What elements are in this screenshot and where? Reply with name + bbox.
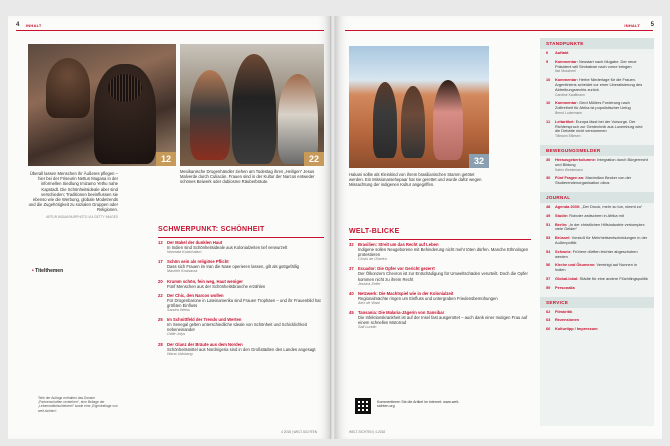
toc-page: 25 xyxy=(158,317,163,323)
header-rule xyxy=(16,30,324,31)
sidebar-page: 10 xyxy=(546,100,551,106)
sidebar-item[interactable] xyxy=(540,203,654,212)
sidebar-page: 10 xyxy=(546,77,551,83)
toc-item[interactable] xyxy=(158,293,324,313)
toc-item[interactable] xyxy=(158,342,324,357)
header-label: INHALT xyxy=(624,23,640,28)
sidebar-page: 54 xyxy=(546,248,551,254)
sidebar-author: Ilse Mussheel xyxy=(555,69,576,74)
qr-text: Kommentieren Sie die Artikel im Internet: www.welt-sichten.org xyxy=(377,400,460,409)
sidebar-text: Gerd Müllers Forderung nach Zollfreiheit für Afrika ist populistischer Unfug xyxy=(555,100,631,111)
sidebar-item[interactable] xyxy=(540,118,654,141)
toc-item[interactable] xyxy=(158,317,324,337)
toc-title: Ecuador: Die Opfer vor Gericht gezerrt xyxy=(358,266,435,272)
section-title-weltblicke: WELT-BLICKE xyxy=(349,228,400,235)
sidebar-text: Vorstoß für Mehrheitsentscheidungen in der Außenpolitik xyxy=(555,235,648,245)
sidebar-item[interactable] xyxy=(540,261,654,275)
sidebar-item[interactable] xyxy=(540,76,654,99)
magazine-spread xyxy=(8,16,662,439)
sidebar-text: Frühere dürften leichter abgeschoben werden xyxy=(555,248,638,259)
sidebar-heading-bewegungsmelder: BEWEGUNGSMELDER xyxy=(540,145,654,156)
toc-page: 22 xyxy=(158,292,163,298)
sidebar-page: 62 xyxy=(546,308,551,314)
toc-desc: Schönheitsmittel aus Nordnigeria sind in den Großstädten des Landes angesagt xyxy=(167,346,316,352)
sidebar-heading-service: SERVICE xyxy=(540,297,654,308)
toc-author: Marzieh Kowsarza xyxy=(167,269,198,274)
sidebar-item[interactable] xyxy=(540,308,654,317)
section-title-schwerpunkt: SCHWERPUNKT: SCHÖNHEIT xyxy=(158,226,265,233)
sidebar-item[interactable] xyxy=(540,58,654,76)
toc-desc: Im Senegal gelten unterschiedliche Ideale von Schönheit und Schicklichkeit nebeneinander xyxy=(167,322,307,333)
sidebar-page: 49 xyxy=(546,212,551,218)
sidebar-page: 30 xyxy=(546,175,551,181)
toc-item[interactable] xyxy=(349,266,531,286)
titelthemen-label xyxy=(32,268,63,274)
header-rule xyxy=(345,30,653,31)
sidebar-page: 9 xyxy=(546,58,549,64)
toc-author: Jessica Zeller xyxy=(358,281,381,286)
toc-title: Schön sein als religiöse Pflicht xyxy=(167,259,229,265)
side-note: Teile der Auflage enthalten das Dossier „Partnerschaften verstehen“, eine Beilage der „Lebensmittelschieberei“ sowie eine „Eigenbeilage von welt-sichten“. xyxy=(38,396,118,413)
page-footer: 4 2018 | WELT-SICHTEN xyxy=(281,430,317,434)
page-tag: 32 xyxy=(469,154,489,168)
sidebar-label: Agenda 2030: xyxy=(555,203,581,209)
sidebar-author: Katrin Weidemann xyxy=(555,167,583,172)
sidebar-heading-journal: JOURNAL xyxy=(540,192,654,203)
sidebar-heading-standpunkte: STANDPUNKTE xyxy=(540,38,654,49)
toc-title: Der Glanz der Bräute aus dem Norden xyxy=(167,341,243,347)
page-number: 5 xyxy=(650,22,654,28)
toc-desc: Indigene sollen Neugeborene mit Behinderung nicht mehr töten dürfen. Manche Ethnologen protestieren xyxy=(358,247,529,258)
sidebar-item[interactable] xyxy=(540,325,654,334)
toc-page: 20 xyxy=(158,278,163,284)
sidebar-label: Global-lokal: xyxy=(555,275,579,281)
sidebar-label: Kulturtipp / Impressum xyxy=(555,326,598,332)
sidebar-author: Bernd Lodermann xyxy=(555,110,583,115)
toc-page: 40 xyxy=(349,290,354,296)
sidebar-page: 63 xyxy=(546,317,551,323)
sidebar-text: Städte für eine andere Flüchtlingspolitik xyxy=(579,275,648,281)
photo-caption xyxy=(28,171,118,220)
toc-item[interactable] xyxy=(349,310,531,330)
sidebar-page: 57 xyxy=(546,275,551,281)
sidebar-item[interactable] xyxy=(540,248,654,262)
sidebar-item[interactable] xyxy=(540,156,654,174)
weltblicke-list xyxy=(349,242,531,334)
sidebar-page: 11 xyxy=(546,118,551,124)
toc-author: Safi Lundin xyxy=(358,325,377,330)
sidebar-text: Integration durch Bürgerrecht und Bildung xyxy=(555,156,648,167)
page-tag: 12 xyxy=(156,152,176,166)
page-number: 4 xyxy=(16,22,20,28)
sidebar-label: Fünf Fragen an: xyxy=(555,175,585,181)
sidebar-label: Rezensionen xyxy=(555,317,579,323)
sidebar-text: Roboter zwitschern in Afrika mit xyxy=(569,212,624,218)
photo-narcos xyxy=(180,44,324,166)
sidebar-page: 66 xyxy=(546,326,551,332)
photo-credit: ARTUR WIDAK/NURPHOTO VIA GETTY IMAGES xyxy=(46,214,118,219)
titelthemen-text: Titelthemen xyxy=(35,268,64,274)
sidebar-text: „In der christlichen Hilfsindustrie verkomplex viele Gelder“ xyxy=(555,221,645,232)
sidebar xyxy=(540,38,654,426)
toc-page: 32 xyxy=(349,242,354,247)
sidebar-item[interactable] xyxy=(540,221,654,235)
toc-page: 12 xyxy=(158,240,163,245)
right-page xyxy=(335,16,662,439)
sidebar-page: 48 xyxy=(546,203,551,209)
sidebar-text: Maximilian Becker von der Studierendenorganisation oikos xyxy=(555,175,632,186)
sidebar-label: Herausgeberkolumne: xyxy=(555,156,597,162)
sidebar-text: Herbe Niederlage für die Frauen. Argentiniens scheidet vor einer Liberalisierung des Abtreibungsrechts zurück xyxy=(555,77,643,92)
toc-desc: Für Drogenbarone in Lateinamerika sind Frauen Trophäen – und ihr Frauenbild hat größten Einfluss xyxy=(167,297,321,308)
toc-desc: Fünf Menschen aus der Schönheitsbranche erzählen xyxy=(167,283,266,289)
toc-author: Clovis de Oliveira xyxy=(358,257,387,262)
toc-author: Wana Udobang xyxy=(167,351,193,356)
toc-title: Im Schnittfeld der Trends und Werten xyxy=(167,317,242,323)
sidebar-label: Kommentar: xyxy=(555,100,578,106)
toc-title: Krumm schön, fein weg, Haut weniger xyxy=(167,278,243,284)
sidebar-label: Kommentar: xyxy=(555,58,578,64)
sidebar-page: 30 xyxy=(546,156,551,162)
sidebar-label: Personalia xyxy=(555,284,575,290)
section-rule xyxy=(349,239,531,240)
sidebar-label: Schweiz: xyxy=(555,248,572,254)
toc-title: Netzwerk: Die Machtspiel wie in der Kolonialzeit xyxy=(358,290,454,296)
section-rule xyxy=(158,237,324,238)
toc-desc: Die Infektionskrankheit ist auf der Insel fast ausgerottet – auch dank einer mutigen Frau auf einem schnellen Motorrad xyxy=(358,315,528,326)
photo-caption: Hakani sollte als Kleinkind von ihrem brasilianischen Stamm getötet werden. Ein Missionarsehepaar hat sie gerettet und wurde dafür wegen Missachtung der indigenen Kultur angegriffen. xyxy=(349,172,482,188)
photo-hakani xyxy=(349,46,489,168)
toc-author: Alex de Waal xyxy=(358,300,380,305)
toc-page: 37 xyxy=(349,266,354,272)
sidebar-label: Studie: xyxy=(555,212,569,218)
toc-page: 17 xyxy=(158,259,163,265)
sidebar-text: Vereinigt auf Nonnen in Indien xyxy=(555,262,637,273)
toc-title: Tansania: Die Malaria-Jägerin von Sansibar xyxy=(358,310,445,316)
toc-page: 28 xyxy=(158,341,163,347)
toc-author: Odile Jolys xyxy=(167,332,186,337)
sidebar-item[interactable] xyxy=(540,174,654,188)
sidebar-label: Berlin: xyxy=(555,221,568,227)
toc-desc: Dass sich Frauen im Iran die Nase operieren lassen, gilt als gottgefällig xyxy=(167,264,299,270)
toc-item[interactable] xyxy=(158,240,324,255)
toc-item[interactable] xyxy=(349,242,531,262)
qr-code-icon[interactable] xyxy=(355,398,371,414)
sidebar-item[interactable] xyxy=(540,99,654,117)
left-page xyxy=(8,16,331,439)
toc-item[interactable] xyxy=(349,291,531,306)
toc-title: Brasilien: Streit um das Recht auf Leben xyxy=(358,242,439,247)
page-tag: 22 xyxy=(304,152,324,166)
sidebar-page: 6 xyxy=(546,50,549,55)
sidebar-label: Leitartikel: xyxy=(555,118,575,124)
photo-hairdresser xyxy=(28,44,176,166)
sidebar-item[interactable] xyxy=(540,284,654,293)
sidebar-page: 53 xyxy=(546,235,551,241)
sidebar-label: Filmkritik xyxy=(555,308,573,314)
sidebar-text: Neustart nach Mugabe. Der neue Präsident will Simbabwe nach vorne bringen xyxy=(555,58,637,69)
sidebar-page: 51 xyxy=(546,221,551,227)
toc-title: Der Makel der dunklen Haut xyxy=(167,240,223,245)
sidebar-label: Brüssel: xyxy=(555,235,571,241)
toc-desc: Der Ölkonzern Chevron ist zur Entschädigung für Umweltschäden verurteilt. Doch die Opfer kommen nicht zu ihrem Recht xyxy=(358,271,528,282)
toc-item[interactable] xyxy=(158,259,324,274)
sidebar-text: „Der Druck, mehr zu tun, nimmt zu“ xyxy=(581,203,643,209)
sidebar-label: Auftakt xyxy=(555,50,569,55)
sidebar-label: Kirche und Ökumene: xyxy=(555,262,596,268)
toc-desc: In Indien sind Schönheitsideale aus Kolonialzeiten tief verwurzelt xyxy=(167,245,288,251)
toc-desc: Regionalmächte ringen um Einfluss und untergraben Friedensbemühungen xyxy=(358,295,498,301)
toc-item[interactable] xyxy=(158,279,324,289)
sidebar-page: 56 xyxy=(546,262,551,268)
sidebar-item[interactable] xyxy=(540,275,654,284)
sidebar-item[interactable] xyxy=(540,212,654,221)
toc-author: Namrata Kolachalam xyxy=(167,250,202,255)
toc-title: Der Chic, den Narcos wollen xyxy=(167,292,224,298)
sidebar-author: Tillmann Elliesen xyxy=(555,134,581,139)
sidebar-text: Europa lässt bei der Vorsorge. Der Richterspruch zur Gentechnik aus Luxemburg wird die Debatte nicht verstummen xyxy=(555,118,643,134)
sidebar-item[interactable] xyxy=(540,49,654,58)
caption-text: Überall lassen Menschen ihr Äußeres pflegen – hier bei der Friseurin Nettun Mugana in der informellen Siedlung Imizamo Yethu nahe Kapstadt. Die Schönheitsideale aber sind verschieden; Traditionen beeinflussen sie ebenso wie die Werbung, globale Modetrends und die Zugehörigkeit zu sozialen Gruppen oder Religionen. xyxy=(28,171,118,213)
sidebar-item[interactable] xyxy=(540,316,654,325)
toc-author: Sandra Weiss xyxy=(167,308,190,313)
sidebar-page: 59 xyxy=(546,284,551,290)
photo-caption: Mexikanische Drogenhändler ziehen am Todestag ihres „Heiligen“ Jesus Malverde durch Culiacán. Frauen sind in der Kultur der Narcos entweder schönes Beiwerk oder dubiosme Räuberbräute. xyxy=(180,169,315,185)
toc-page: 45 xyxy=(349,310,354,316)
bullet-icon: • xyxy=(32,268,34,274)
header-label: INHALT xyxy=(26,23,42,28)
sidebar-author: Caroline Kauffmann xyxy=(555,92,585,97)
schwerpunkt-list xyxy=(158,240,324,361)
sidebar-label: Kommentar: xyxy=(555,77,578,83)
page-footer: WELT-SICHTEN | 4-2018 xyxy=(349,430,386,434)
sidebar-item[interactable] xyxy=(540,234,654,248)
